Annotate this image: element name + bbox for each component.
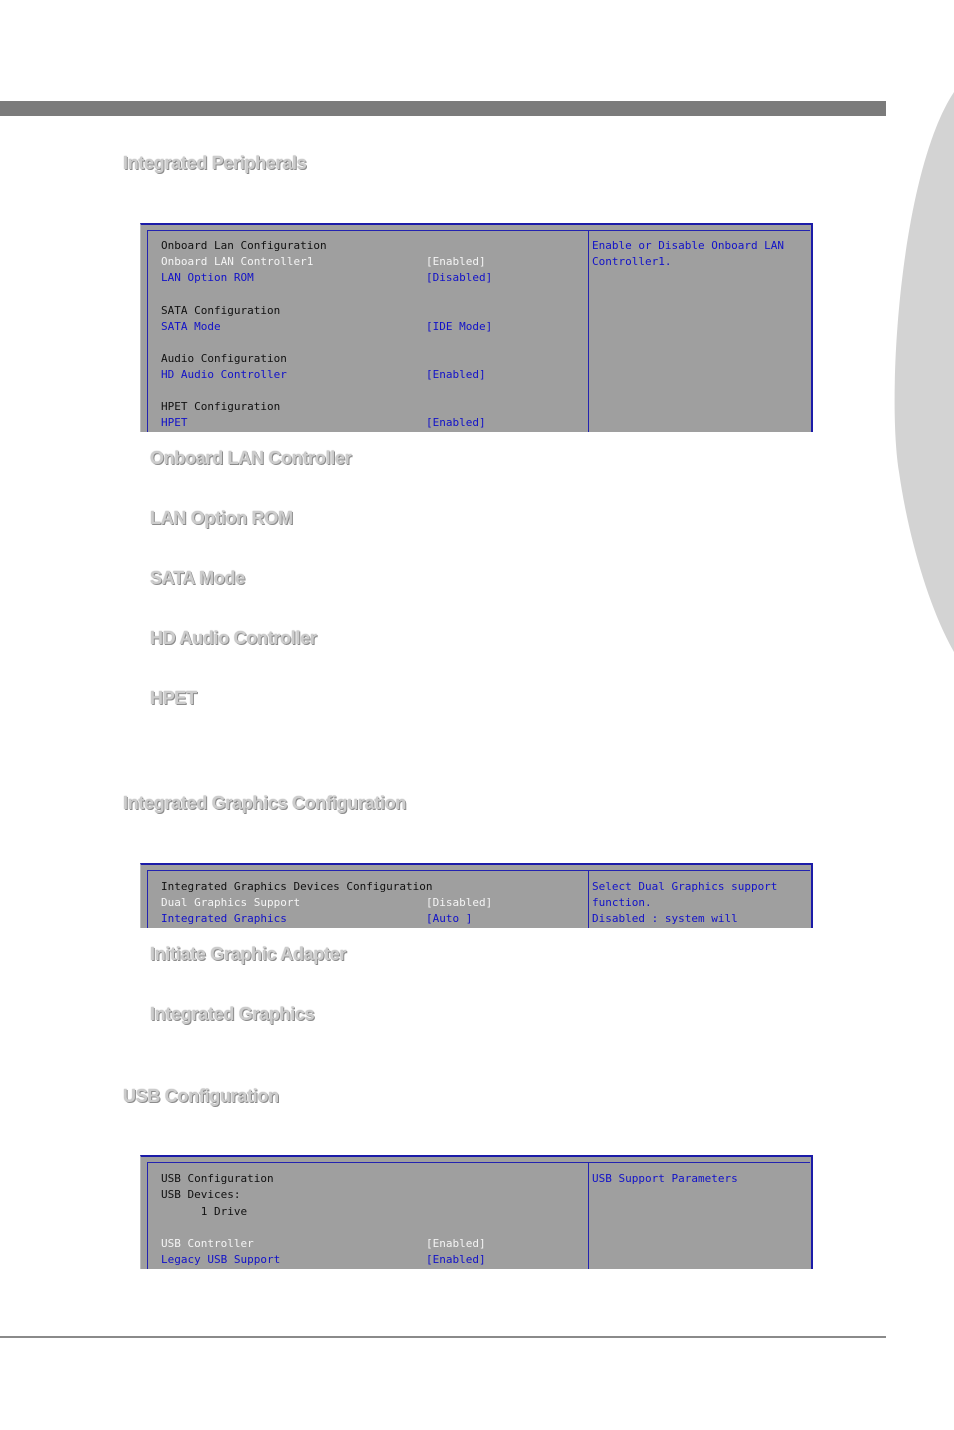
- item-heading-hpet: HPET: [150, 688, 197, 708]
- bios-panel-integrated-graphics: [140, 863, 813, 928]
- bios-header-hpet: HPET Configuration: [161, 400, 281, 413]
- bios-value-usb-controller[interactable]: [Enabled]: [426, 1237, 486, 1250]
- bios-help-line: Disabled : system will: [592, 912, 738, 925]
- bios-value-onboard-lan-controller1[interactable]: [Enabled]: [426, 255, 486, 268]
- bios-header-sata: SATA Configuration: [161, 304, 281, 317]
- top-header-bar: [0, 101, 886, 116]
- bios-panel-usb-configuration: [140, 1155, 813, 1269]
- bios-help-line: Controller1.: [592, 255, 672, 268]
- item-heading-sata-mode: SATA Mode: [150, 568, 245, 588]
- bios-value-lan-option-rom[interactable]: [Disabled]: [426, 271, 493, 284]
- bios-help-divider: [588, 1162, 589, 1269]
- section-title-integrated-peripherals: Integrated Peripherals: [123, 153, 307, 173]
- bios-panel-integrated-peripherals: [140, 223, 813, 432]
- item-heading-lan-option-rom: LAN Option ROM: [150, 508, 293, 528]
- item-heading-hd-audio-controller: HD Audio Controller: [150, 628, 317, 648]
- bios-help-line: Enable or Disable Onboard LAN: [592, 239, 785, 252]
- bios-header-audio: Audio Configuration: [161, 352, 287, 365]
- bios-option-integrated-graphics[interactable]: Integrated Graphics: [161, 912, 287, 925]
- bios-help-line: function.: [592, 896, 652, 909]
- bios-header-integrated-graphics-devices: Integrated Graphics Devices Configuration: [161, 880, 433, 893]
- bios-usb-device-count: 1 Drive: [161, 1205, 248, 1218]
- bios-value-integrated-graphics[interactable]: [Auto ]: [426, 912, 473, 925]
- section-title-integrated-graphics: Integrated Graphics Configuration: [123, 793, 407, 813]
- bios-option-lan-option-rom[interactable]: LAN Option ROM: [161, 271, 254, 284]
- bios-header-usb-devices: USB Devices:: [161, 1188, 241, 1201]
- bios-option-onboard-lan-controller1[interactable]: Onboard LAN Controller1: [161, 255, 314, 268]
- bios-help-divider: [588, 230, 589, 432]
- footer-rule: [0, 1336, 886, 1338]
- bios-option-sata-mode[interactable]: SATA Mode: [161, 320, 221, 333]
- bios-option-hpet[interactable]: HPET: [161, 416, 188, 429]
- item-heading-initiate-graphic-adapter: Initiate Graphic Adapter: [150, 944, 347, 964]
- item-heading-onboard-lan-controller: Onboard LAN Controller: [150, 448, 352, 468]
- bios-option-usb-controller[interactable]: USB Controller: [161, 1237, 254, 1250]
- bios-value-legacy-usb-support[interactable]: [Enabled]: [426, 1253, 486, 1266]
- bios-value-hd-audio-controller[interactable]: [Enabled]: [426, 368, 486, 381]
- bios-help-divider: [588, 870, 589, 928]
- bios-value-dual-graphics-support[interactable]: [Disabled]: [426, 896, 493, 909]
- bios-option-dual-graphics-support[interactable]: Dual Graphics Support: [161, 896, 301, 909]
- bios-value-hpet[interactable]: [Enabled]: [426, 416, 486, 429]
- bios-help-line: Select Dual Graphics support: [592, 880, 778, 893]
- bios-value-sata-mode[interactable]: [IDE Mode]: [426, 320, 493, 333]
- bios-help-line: USB Support Parameters: [592, 1172, 738, 1185]
- bios-header-usb-configuration: USB Configuration: [161, 1172, 274, 1185]
- bios-option-legacy-usb-support[interactable]: Legacy USB Support: [161, 1253, 281, 1266]
- bios-option-hd-audio-controller[interactable]: HD Audio Controller: [161, 368, 287, 381]
- item-heading-integrated-graphics: Integrated Graphics: [150, 1004, 315, 1024]
- bios-header-onboard-lan: Onboard Lan Configuration: [161, 239, 327, 252]
- chapter-side-tab: [891, 92, 954, 652]
- section-title-usb-configuration: USB Configuration: [123, 1086, 279, 1106]
